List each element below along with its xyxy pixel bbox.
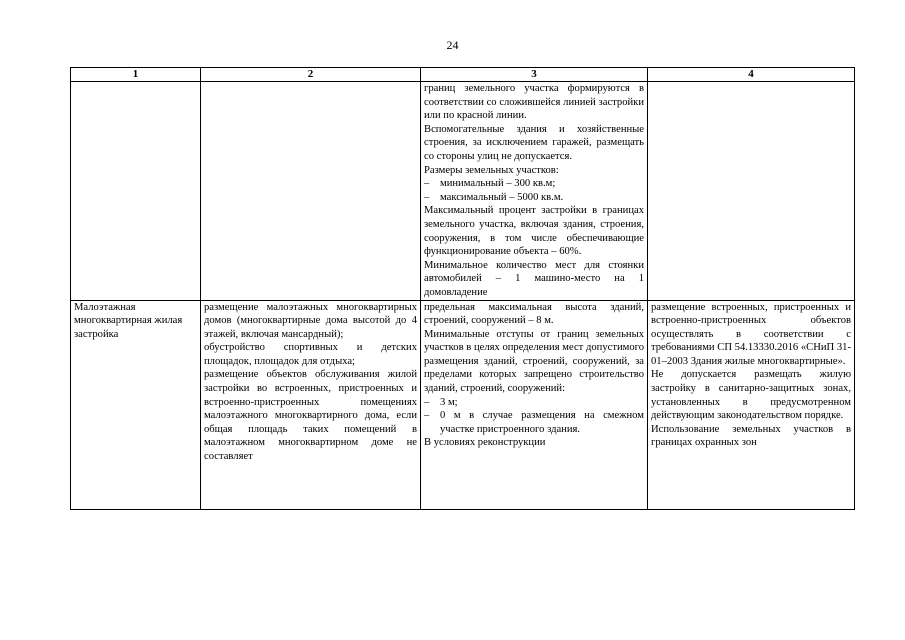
- dash-marker: –: [424, 410, 430, 422]
- dash-marker: –: [424, 191, 430, 203]
- cell-paragraph: Вспомогательные здания и хозяйственные строения, за исключением гаражей, размещать со стороны улиц не допускается.: [424, 123, 644, 162]
- dash-list-item: [424, 396, 644, 410]
- cell-paragraph: размещение встроенных, пристроенных и встроенно-пристроенных объектов осуществлять в соответствии с требованиями СП 54.13330.2016 «СНиП 31-01–2003 Здания жилые многоквартирные».: [651, 301, 851, 367]
- dash-item-text: 3 м;: [440, 396, 458, 408]
- dash-item-text: минимальный – 300 кв.м;: [440, 178, 556, 190]
- dash-list-item: [424, 177, 644, 191]
- parameters-cell: [421, 300, 648, 509]
- land-use-type-text: Малоэтажная многоквартирная жилая застройка: [74, 301, 183, 340]
- dash-list-item: [424, 191, 644, 205]
- permitted-use-cell: [201, 300, 421, 509]
- cell-paragraph: Размеры земельных участков:: [424, 164, 559, 176]
- restrictions-cell: [648, 300, 855, 509]
- dash-list-item: [424, 409, 644, 436]
- cell-paragraph: Максимальный процент застройки в границах земельного участка, включая здания, строения, сооружения, в том числе обеспечивающие функционирование объекта – 60%.: [424, 205, 644, 258]
- cell-paragraph: размещение малоэтажных многоквартирных домов (многоквартирные дома высотой до 4 этажей, включая мансардный);: [204, 301, 417, 340]
- cell-paragraph: предельная максимальная высота зданий, строений, сооружений – 8 м.: [424, 301, 644, 327]
- cell-paragraph: размещение объектов обслуживания жилой застройки во встроенных, пристроенных и встроенно-пристроенных помещениях малоэтажного многоквартирного дома, если общая площадь таких помещений в малоэтажном многоквартирном доме не составляет: [204, 369, 417, 463]
- cell-paragraph: Минимальные отступы от границ земельных участков в целях определения мест допустимого размещения зданий, строений, сооружений, за пределами которых запрещено строительство зданий, строений, сооружений:: [424, 328, 644, 395]
- cell-paragraph: обустройство спортивных и детских площадок, площадок для отдыха;: [204, 342, 417, 367]
- dash-marker: –: [424, 396, 430, 408]
- row-a-col1-cell: [71, 82, 201, 301]
- dash-item-text: максимальный – 5000 кв.м.: [440, 191, 564, 203]
- dash-item-text: 0 м в случае размещения на смежном участке пристроенного здания.: [440, 410, 644, 435]
- column-header-3: 3: [421, 68, 648, 82]
- header-row: [71, 68, 855, 82]
- table-row-lowrise-housing: [71, 300, 855, 509]
- regulations-table: [70, 67, 855, 510]
- cell-paragraph: границ земельного участка формируются в соответствии со сложившейся линией застройки или по красной линии.: [424, 83, 644, 122]
- column-header-1: 1: [71, 68, 201, 82]
- column-header-2: 2: [201, 68, 421, 82]
- row-a-col4-cell: [648, 82, 855, 301]
- cell-paragraph: Использование земельных участков в границах охранных зон: [651, 423, 851, 449]
- table-row-continued: [71, 82, 855, 301]
- row-a-col3-cell: [421, 82, 648, 301]
- land-use-type-cell: [71, 300, 201, 509]
- row-a-col2-cell: [201, 82, 421, 301]
- cell-paragraph: Минимальное количество мест для стоянки автомобилей – 1 машино-место на 1 домовладение: [424, 259, 644, 298]
- column-header-4: 4: [648, 68, 855, 82]
- dash-marker: –: [424, 178, 430, 190]
- cell-paragraph: В условиях реконструкции: [424, 437, 546, 449]
- cell-paragraph: Не допускается размещать жилую застройку в санитарно-защитных зонах, установленных в предусмотренном действующим законодательством порядке.: [651, 369, 851, 422]
- page-number: 24: [446, 38, 459, 52]
